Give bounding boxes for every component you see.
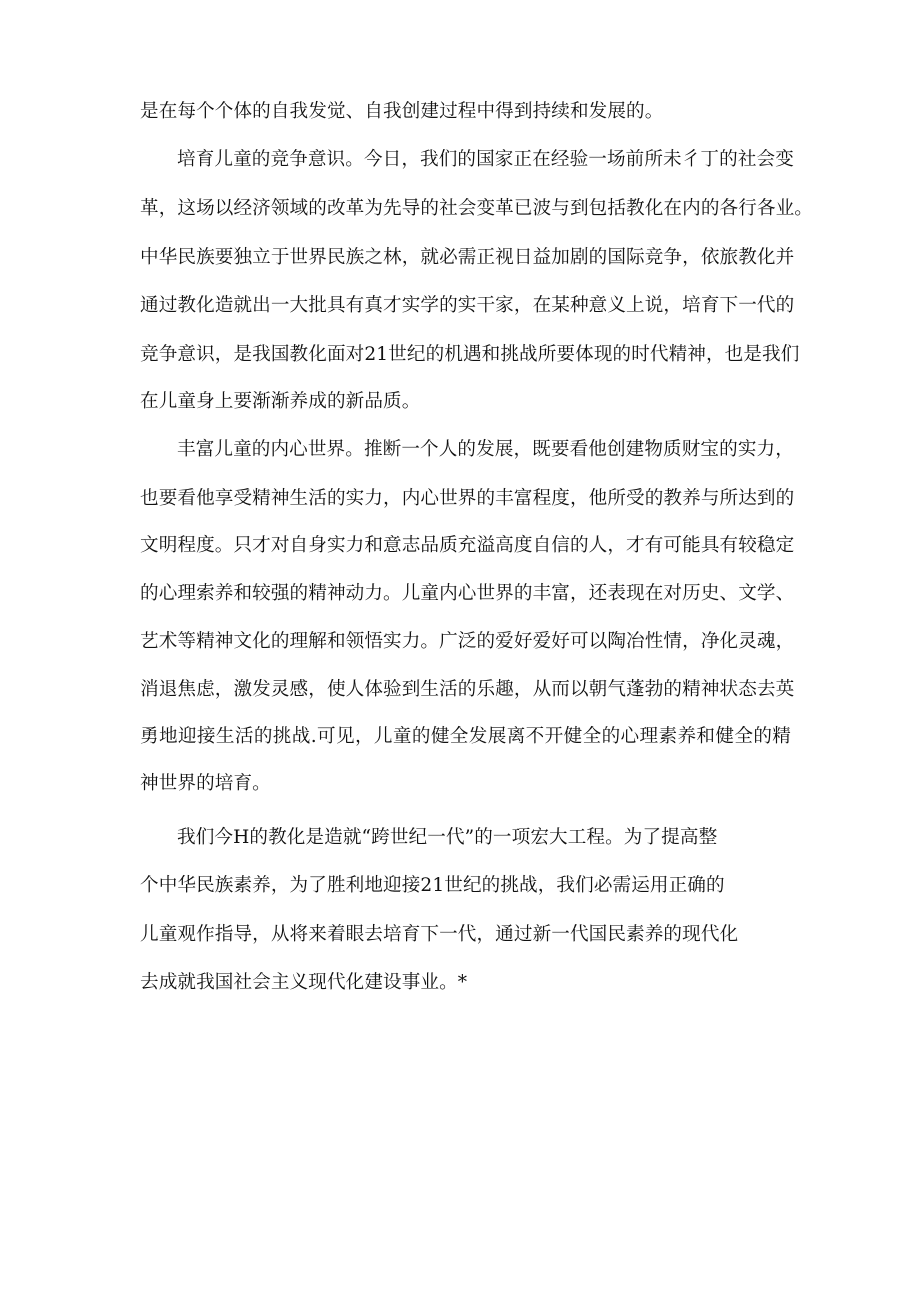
paragraph-inner-world-line: 艺术等精神文化的理解和领悟实力。广泛的爱好爱好可以陶冶性情，净化灵魂，	[140, 631, 795, 652]
paragraph-conclusion-line: 我们今H的教化是造就“跨世纪一代”的一项宏大工程。为了提高整	[177, 827, 718, 848]
paragraph-competition-line: 在儿童身上要渐渐养成的新品质。	[140, 391, 421, 412]
paragraph-competition-line: 中华民族要独立于世界民族之林，就必需正视日益加剧的国际竞争，依旅教化并	[140, 247, 795, 268]
paragraph-inner-world-line: 神世界的培育。	[140, 773, 271, 794]
paragraph-competition-line: 革，这场以经济领域的改革为先导的社会变革已波与到包括教化在内的各行各业。	[140, 198, 813, 219]
paragraph-competition-line: 竞争意识，是我国教化面对21世纪的机遇和挑战所要体现的时代精神，也是我们	[140, 344, 800, 365]
paragraph-competition-line: 通过教化造就出一大批具有真才实学的实干家，在某种意义上说，培育下一代的	[140, 295, 795, 316]
paragraph-inner-world-line: 的心理索养和较强的精神动力。儿童内心世界的丰富，还表现在对历史、文学、	[140, 583, 795, 604]
paragraph-conclusion-line: 去成就我国社会主义现代化建设事业。*	[140, 972, 468, 993]
paragraph-inner-world-line: 消退焦虑，激发灵感，使人体验到生活的乐趣，从而以朝气蓬勃的精神状态去英	[140, 679, 795, 700]
paragraph-conclusion-line: 儿童观作指导，从将来着眼去培育下一代，通过新一代国民素养的现代化	[140, 924, 739, 945]
paragraph-competition-line: 培育儿童的竞争意识。今日，我们的国家正在经验一场前所未彳丁的社会变	[177, 149, 794, 170]
paragraph-inner-world-line: 丰富儿童的内心世界。推断一个人的发展，既要看他创建物质财宝的实力，	[177, 439, 794, 460]
paragraph-inner-world-line: 勇地迎接生活的挑战.可见，儿童的健全发展离不开健全的心理素养和健全的精	[140, 726, 791, 747]
paragraph-inner-world-line: 也要看他享受精神生活的实力，内心世界的丰富程度，他所受的教养与所达到的	[140, 488, 795, 509]
paragraph-conclusion-line: 个中华民族素养，为了胜利地迎接21世纪的挑战，我们必需运用正确的	[140, 875, 725, 896]
paragraph-continuation-line: 是在每个个体的自我发觉、自我创建过程中得到持续和发展的。	[140, 101, 664, 122]
paragraph-inner-world-line: 文明程度。只才对自身实力和意志品质充溢高度自信的人，才有可能具有较稳定	[140, 535, 795, 556]
